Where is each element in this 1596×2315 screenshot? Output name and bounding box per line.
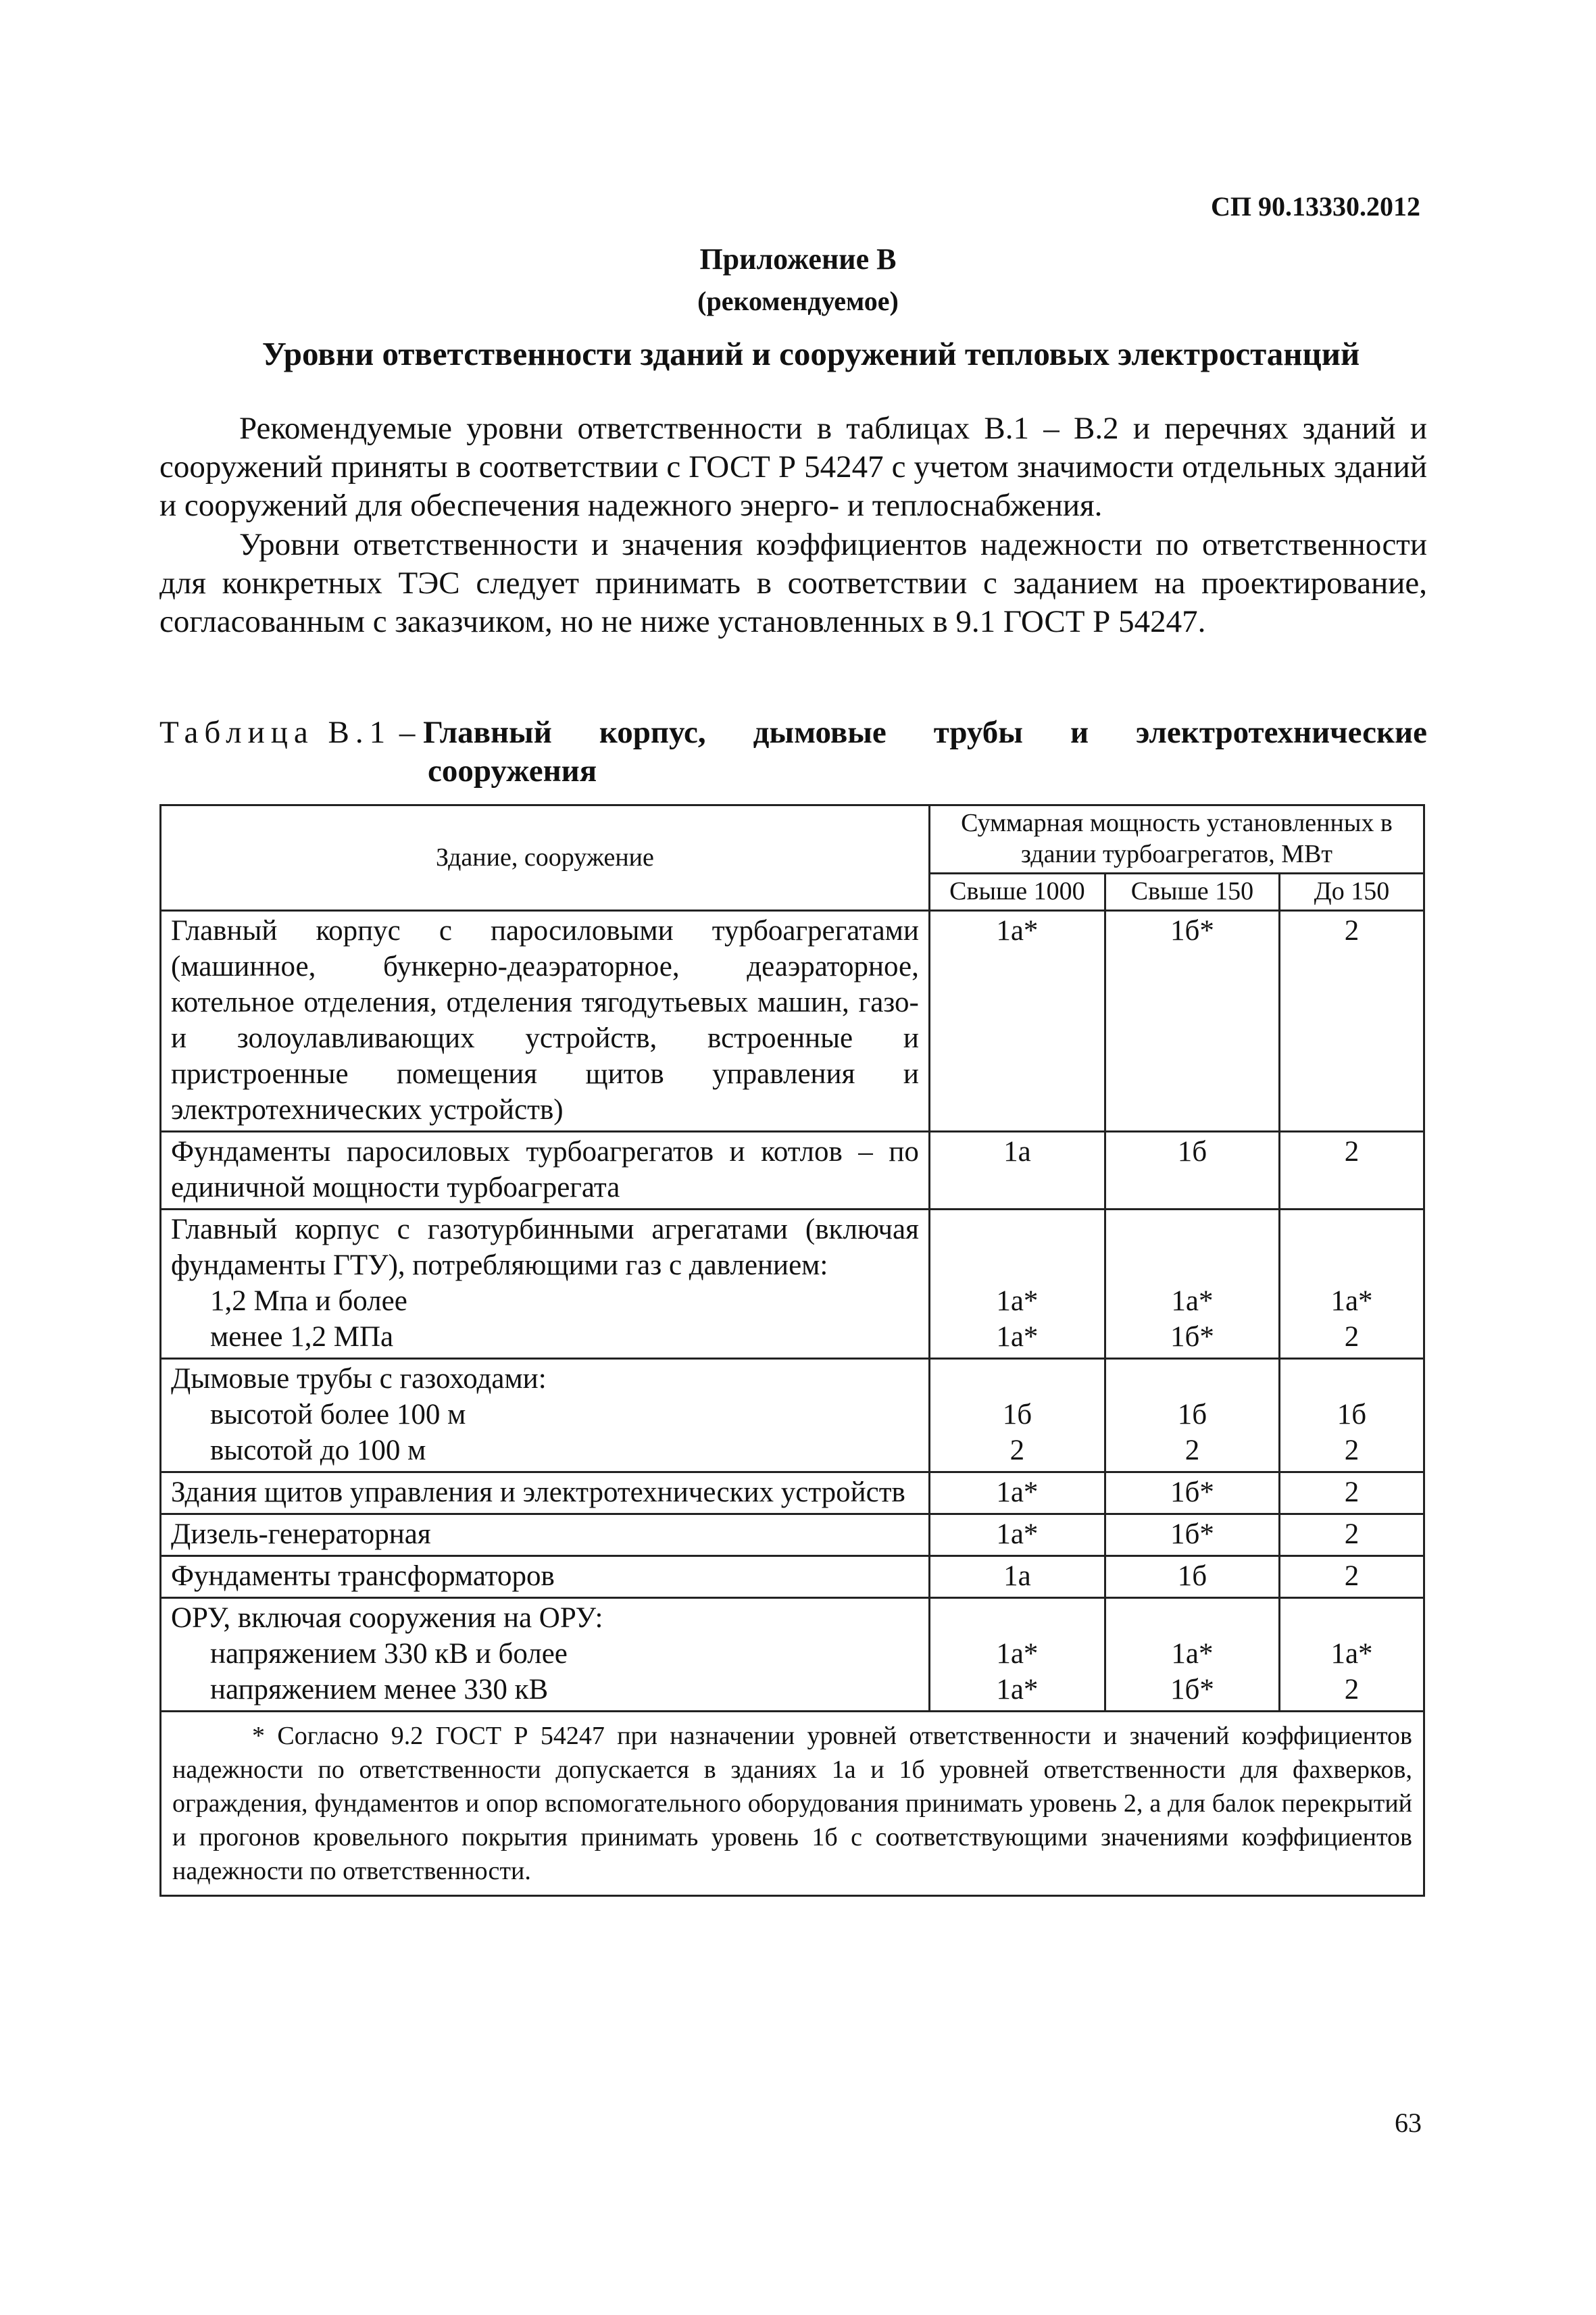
cell-value: 1б* — [1105, 911, 1279, 1132]
table-row — [161, 1598, 1424, 1712]
cell-value: 1а* — [1171, 1285, 1214, 1317]
cell-value: 2 — [1184, 1435, 1200, 1466]
cell-value: 2 — [1279, 1132, 1424, 1210]
responsibility-table — [159, 804, 1425, 1897]
cell-value: 1а* — [1330, 1638, 1373, 1670]
cell-value: 1а* — [929, 1514, 1105, 1556]
cell-value: 1а* — [996, 1674, 1039, 1706]
table-caption-word: электротехнические — [1136, 715, 1427, 750]
cell-value: 1б* — [1105, 1514, 1279, 1556]
table-caption-word: Главный — [423, 715, 552, 750]
cell-value: 1б — [1337, 1399, 1367, 1430]
appendix-heading: Уровни ответственности зданий и сооружений тепловых электростанций — [261, 335, 1360, 372]
row-text: Фундаменты паросиловых турбоагрегатов и котлов – по единичной мощности турбоагрегата — [161, 1132, 930, 1210]
row-text: Дымовые трубы с газоходами: — [171, 1363, 547, 1395]
row-text: Здания щитов управления и электротехнических устройств — [161, 1472, 930, 1514]
row-subitem: высотой до 100 м — [210, 1435, 426, 1466]
table-caption-word: и — [1070, 715, 1089, 750]
table-footnote: * Согласно 9.2 ГОСТ Р 54247 при назначении уровней ответственности и значений коэффициентов надежности по ответственности допускается в зданиях 1а и 1б уровней ответственности для фахверков, ограждения, фундаментов и опор вспомогательного оборудования принимать уровень 2, а для балок перекрытий и прогонов кровельного покрытия принимать уровень 1б с соответствующими значениями коэффициентов надежности по ответственности. — [161, 1712, 1424, 1896]
cell-value: 2 — [1279, 1514, 1424, 1556]
cell-value: 1б* — [1105, 1472, 1279, 1514]
cell-value: 2 — [1279, 1556, 1424, 1598]
table-caption-word: корпус, — [599, 715, 706, 750]
row-subitem: высотой более 100 м — [210, 1399, 466, 1430]
row-text: Дизель-генераторная — [161, 1514, 930, 1556]
row-subitem: 1,2 Мпа и более — [210, 1285, 407, 1317]
table-row — [161, 1359, 1424, 1472]
table-header-row — [161, 805, 1424, 874]
header-building: Здание, сооружение — [161, 805, 930, 911]
appendix-title: Приложение В — [699, 243, 897, 276]
cell-value: 1б* — [1170, 1321, 1214, 1353]
cell-value: 2 — [1279, 911, 1424, 1132]
header-power: Суммарная мощность установленных в здании турбоагрегатов, МВт — [929, 805, 1424, 874]
cell-value: 1б — [1177, 1399, 1207, 1430]
cell-value: 2 — [1344, 1674, 1360, 1706]
row-text: Главный корпус с паросиловыми турбоагрегатами (машинное, бункерно-деаэраторное, деаэраторное, котельное отделения, отделения тягодутьевых машин, газо- и золоулавливающих устройств, встроенные и пристроенные помещения щитов управления и электротехнических устройств) — [161, 911, 930, 1132]
table-row — [161, 1472, 1424, 1514]
cell-value: 1а* — [1171, 1638, 1214, 1670]
table-row — [161, 1210, 1424, 1359]
table-caption-line2: сооружения — [428, 753, 597, 789]
table-footnote-row — [161, 1712, 1424, 1896]
cell-value: 2 — [1279, 1472, 1424, 1514]
row-subitem: менее 1,2 МПа — [210, 1321, 394, 1353]
table-row — [161, 911, 1424, 1132]
paragraph-2: Уровни ответственности и значения коэффициентов надежности по ответственности для конкретных ТЭС следует принимать в соответствии с заданием на проектирование, согласованным с заказчиком, но не ниже установленных в 9.1 ГОСТ Р 54247. — [159, 527, 1427, 639]
cell-value: 1а* — [996, 1321, 1039, 1353]
table-caption-label: Таблица В.1 — [159, 715, 392, 750]
cell-value: 2 — [1344, 1435, 1360, 1466]
page-number: 63 — [1395, 2108, 1422, 2138]
cell-value: 1б — [1105, 1132, 1279, 1210]
cell-value: 2 — [1009, 1435, 1025, 1466]
row-text: Главный корпус с газотурбинными агрегатами (включая фундаменты ГТУ), потребляющими газ с давлением: — [171, 1214, 919, 1281]
cell-value: 1а — [929, 1132, 1105, 1210]
row-text: ОРУ, включая сооружения на ОРУ: — [171, 1602, 603, 1634]
table-row — [161, 1132, 1424, 1210]
document-code: СП 90.13330.2012 — [1211, 191, 1420, 222]
cell-value: 1б — [1105, 1556, 1279, 1598]
appendix-subtitle: (рекомендуемое) — [697, 286, 899, 316]
cell-value: 1а* — [996, 1638, 1039, 1670]
cell-value: 1б* — [1170, 1674, 1214, 1706]
table-row — [161, 1514, 1424, 1556]
row-subitem: напряжением менее 330 кВ — [210, 1674, 549, 1706]
header-col-over-150: Свыше 150 — [1105, 874, 1279, 911]
cell-value: 1а* — [929, 911, 1105, 1132]
paragraph-1: Рекомендуемые уровни ответственности в таблицах В.1 – В.2 и перечнях зданий и сооружений приняты в соответствии с ГОСТ Р 54247 с учетом значимости отдельных зданий и сооружений для обеспечения надежного энерго- и теплоснабжения. — [159, 411, 1427, 523]
table-caption — [159, 714, 1427, 791]
table-caption-word: дымовые — [753, 715, 887, 750]
cell-value: 1а — [929, 1556, 1105, 1598]
header-col-over-1000: Свыше 1000 — [929, 874, 1105, 911]
cell-value: 1а* — [929, 1472, 1105, 1514]
cell-value: 1б — [1002, 1399, 1032, 1430]
table-caption-word: трубы — [933, 715, 1024, 750]
table-row — [161, 1556, 1424, 1598]
cell-value: 1а* — [1330, 1285, 1373, 1317]
cell-value: 1а* — [996, 1285, 1039, 1317]
header-col-to-150: До 150 — [1279, 874, 1424, 911]
table-caption-dash: – — [391, 715, 424, 750]
cell-value: 2 — [1344, 1321, 1360, 1353]
row-text: Фундаменты трансформаторов — [161, 1556, 930, 1598]
row-subitem: напряжением 330 кВ и более — [210, 1638, 568, 1670]
